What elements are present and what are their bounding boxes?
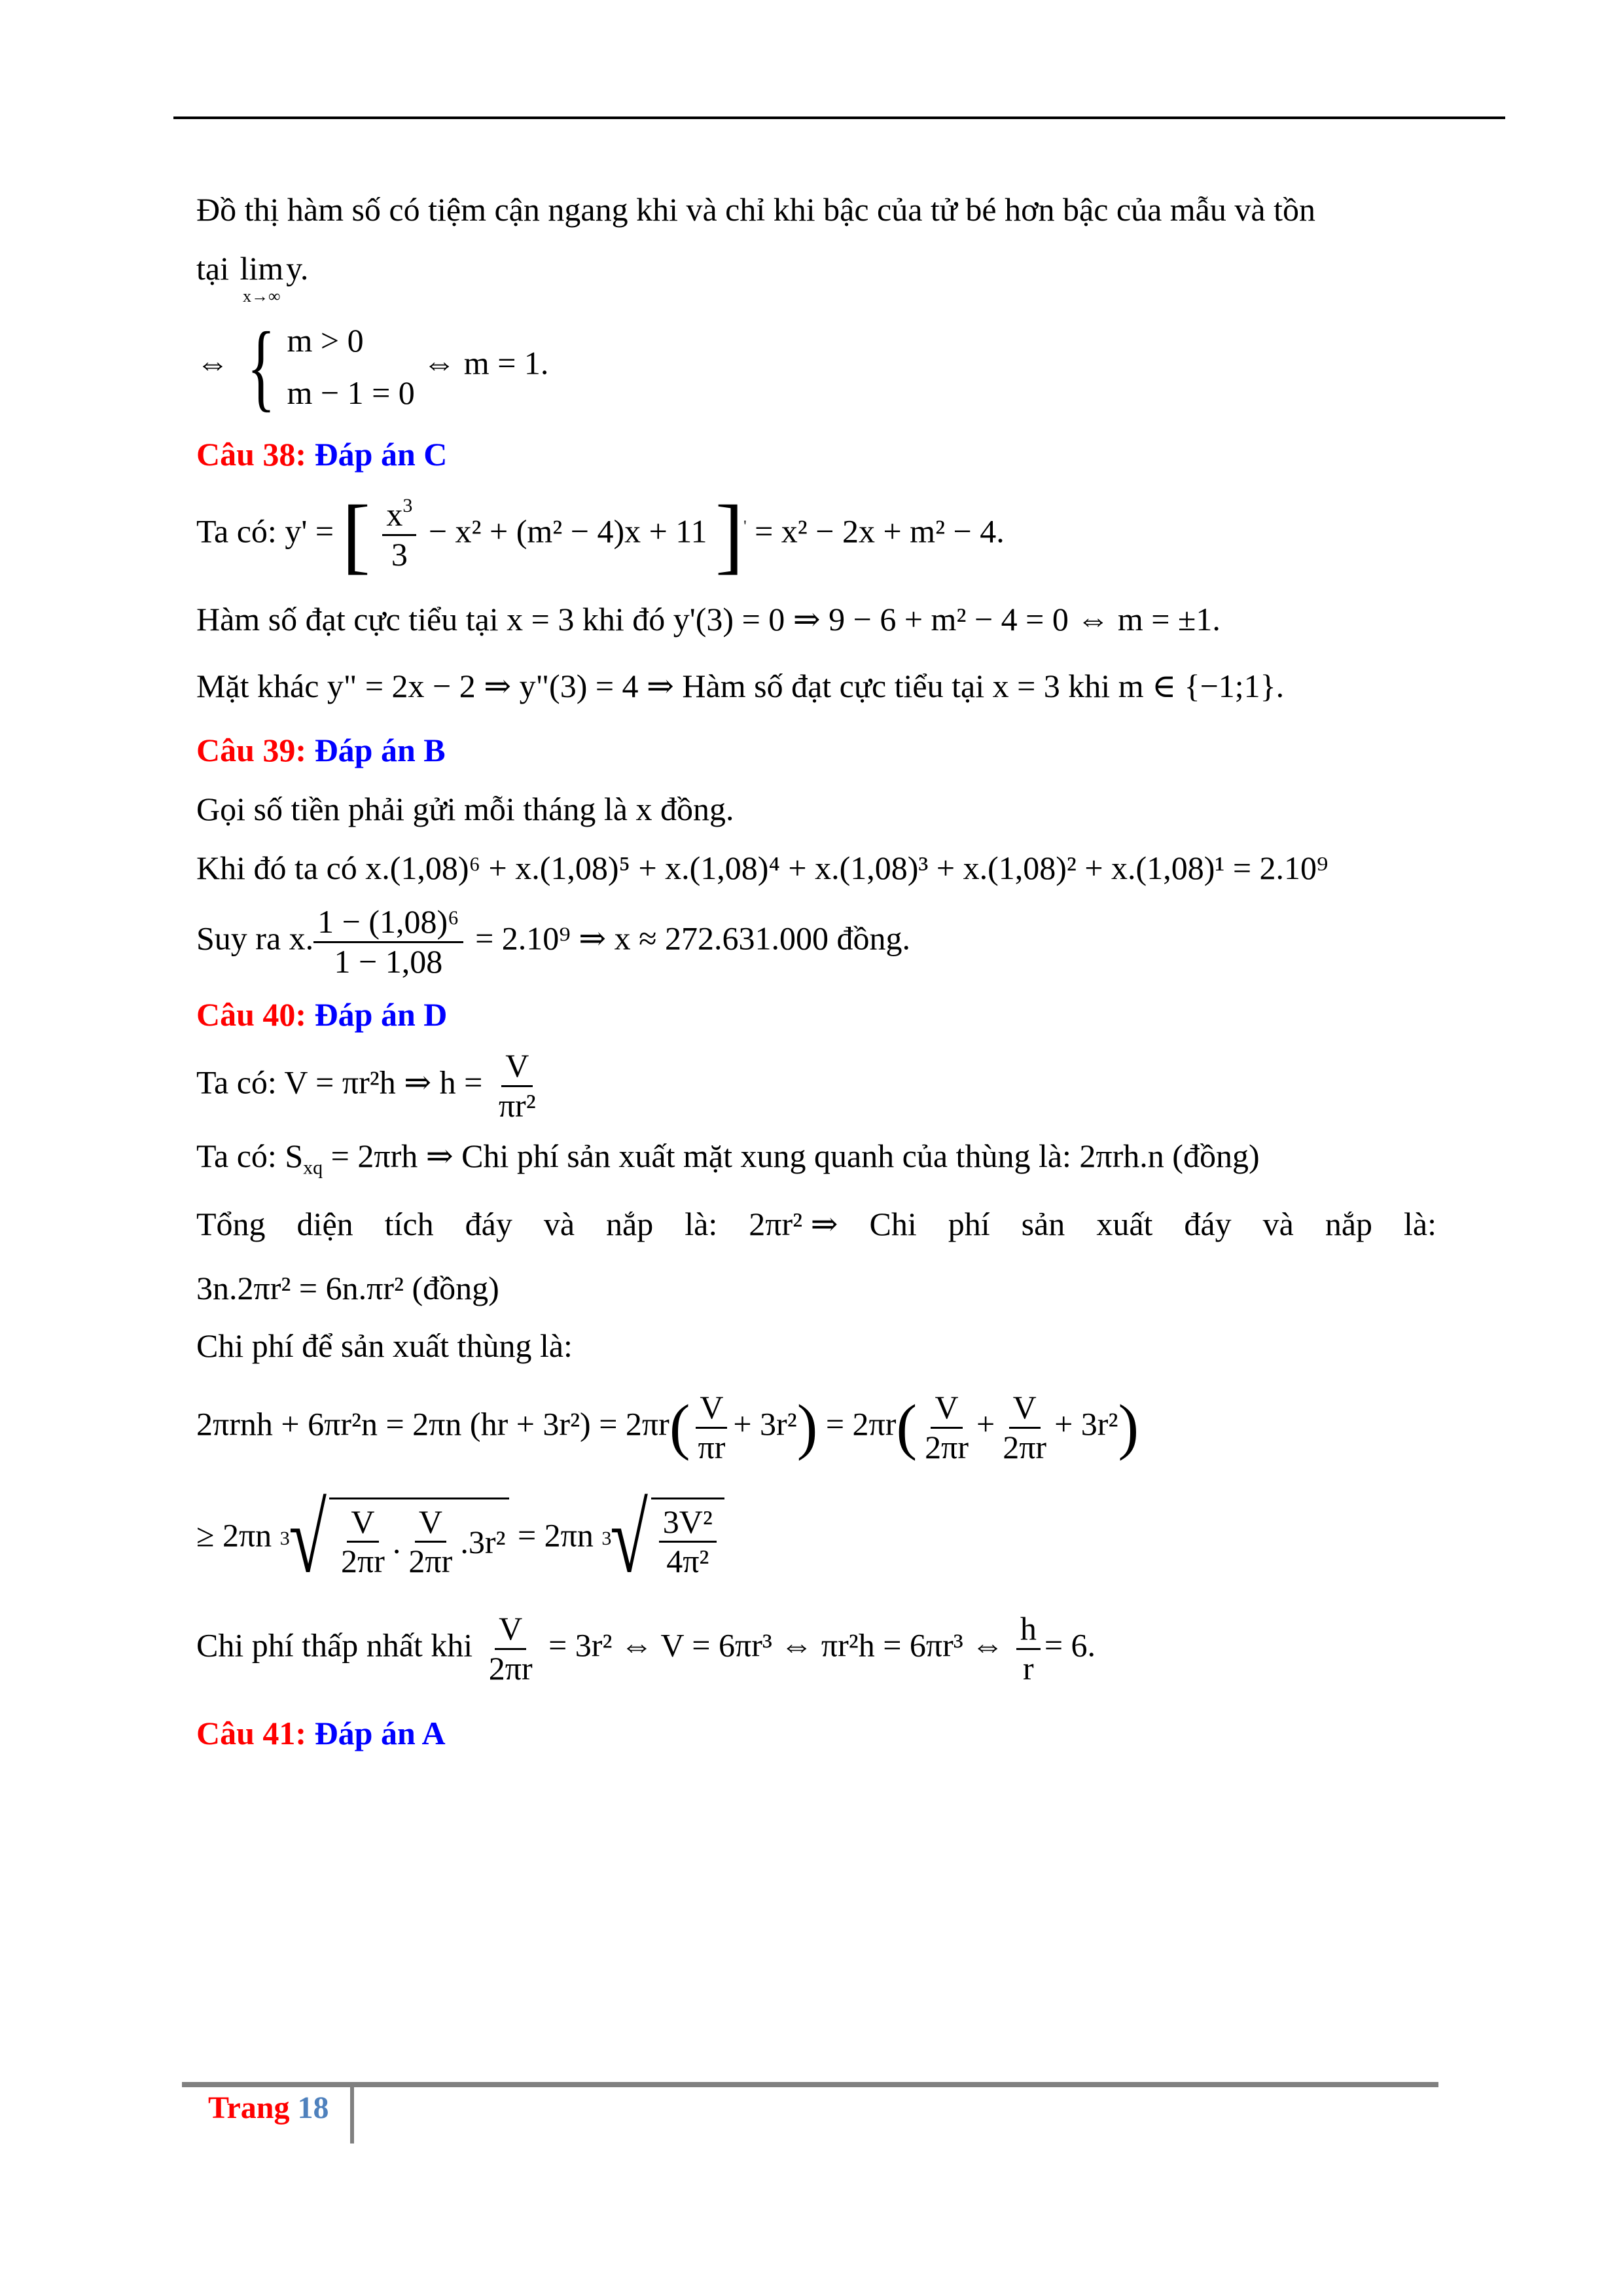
equation-system xyxy=(238,314,415,419)
q40-l3-word: nắp xyxy=(1325,1206,1373,1242)
q38-taco: Ta có: xyxy=(196,512,277,550)
question-41-answer: Đáp án A xyxy=(314,1715,446,1751)
q40-l7-frac-2 xyxy=(404,1503,456,1581)
right-paren-icon: ) xyxy=(796,1391,818,1462)
intro-prefix: tại xyxy=(196,250,229,287)
q40-l6-d: + 3r² xyxy=(1054,1405,1118,1443)
q38-rhs: = x² − 2x + m² − 4. xyxy=(755,512,1005,550)
q40-l3-word: nắp xyxy=(606,1206,654,1242)
q40-l7-f3-top: 3V² xyxy=(659,1503,717,1543)
question-41-heading xyxy=(196,1713,1436,1753)
page-label: Trang xyxy=(208,2090,290,2125)
question-38-answer: Đáp án C xyxy=(314,436,448,473)
q40-l1-frac-top: V xyxy=(501,1047,533,1087)
footer-divider xyxy=(350,2087,354,2144)
q40-l2-prefix: Ta có: S xyxy=(196,1138,304,1174)
q40-l3-word: Chi xyxy=(869,1206,917,1242)
page-content xyxy=(196,190,1436,1753)
q40-l8-f1-top: V xyxy=(495,1610,526,1650)
q40-l7-f1-bottom: 2πr xyxy=(341,1543,385,1579)
question-40-answer: Đáp án D xyxy=(314,996,448,1033)
q40-l3-word: sản xyxy=(1021,1206,1065,1242)
q40-l3-word: diện xyxy=(296,1206,353,1242)
q40-l1-frac-bottom: πr² xyxy=(498,1086,536,1124)
q40-l8-f1-bottom: 2πr xyxy=(488,1649,533,1687)
q40-line-1 xyxy=(196,1047,1436,1124)
q40-h-fraction xyxy=(495,1047,540,1124)
q40-l6-f1-bottom: πr xyxy=(698,1428,726,1465)
intro-line-2 xyxy=(196,249,1436,305)
q40-l8-prefix: Chi phí thấp nhất khi xyxy=(196,1626,473,1664)
q40-l3-word: là: xyxy=(685,1206,718,1242)
q40-line-5: Chi phí để sản xuất thùng là: xyxy=(196,1327,573,1364)
q39-line-3-prefix: Suy ra x. xyxy=(196,920,314,957)
q40-l8-end: = 6. xyxy=(1044,1626,1096,1664)
q40-l6-f2-bottom: 2πr xyxy=(925,1428,969,1465)
radical-icon: √ xyxy=(610,1484,649,1593)
footer-rule xyxy=(182,2082,1438,2087)
question-40-number: Câu 40: xyxy=(196,996,307,1033)
q40-l6-b: + 3r² xyxy=(733,1405,797,1443)
q39-frac-bottom: 1 − 1,08 xyxy=(334,942,443,980)
q38-bracket-middle: − x² + (m² − 4)x + 11 xyxy=(428,512,707,550)
q38-derivative-line: Ta có: y' = [ $\frac{x^3}{3}$ − x² + (m² − 4)x + 11 ]' = x² − 2x + m² − 4. xyxy=(196,488,1005,583)
q39-fraction xyxy=(313,903,463,980)
left-bracket-icon: [ xyxy=(342,488,370,583)
right-bracket-icon: ] xyxy=(715,488,744,583)
q40-l8-frac-2 xyxy=(1016,1610,1041,1687)
q40-l3-word: đáy xyxy=(465,1206,512,1242)
q39-line-3-rhs: = 2.10⁹ ⇒ x ≈ 272.631.000 đồng. xyxy=(475,920,911,957)
q40-l3-word: đáy xyxy=(1184,1206,1232,1242)
q40-l7-f1-top: V xyxy=(347,1503,378,1543)
q39-line-1: Gọi số tiền phải gửi mỗi tháng là x đồng. xyxy=(196,791,734,827)
q40-line-1-prefix: Ta có: V = πr²h ⇒ h = xyxy=(196,1064,483,1101)
question-38-number: Câu 38: xyxy=(196,436,307,473)
intro-line-1: Đồ thị hàm số có tiệm cận ngang khi và chỉ khi bậc của tử bé hơn bậc của mẫu và tồn xyxy=(196,191,1315,228)
q40-l3-word: và xyxy=(543,1206,575,1242)
q40-l6-f1-top: V xyxy=(696,1389,727,1429)
cube-root-1: 3 √ $\frac{V}{2\pi r}$ . $\frac{V}{2\pi r}$ .3r² xyxy=(280,1490,510,1588)
q38-yprime: y' = xyxy=(285,512,334,550)
q38-line-3: Mặt khác y" = 2x − 2 ⇒ y"(3) = 4 ⇒ Hàm số đạt cực tiểu tại x = 3 khi m ∈ {−1;1}. xyxy=(196,668,1285,704)
right-paren-icon: ) xyxy=(1118,1391,1139,1462)
limit-expression xyxy=(240,249,283,305)
q38-frac-top: x xyxy=(386,496,403,533)
q40-l6-frac-3 xyxy=(999,1389,1050,1466)
question-38-heading xyxy=(196,435,1436,474)
q40-line-3 xyxy=(196,1204,1436,1244)
q40-l6-frac-2 xyxy=(921,1389,972,1466)
lim-tail: y. xyxy=(286,250,309,287)
lim-under: x→∞ xyxy=(243,287,281,306)
q40-l7-frac-1 xyxy=(337,1503,389,1581)
system-row-1: m > 0 xyxy=(287,322,364,359)
q40-l6-frac-1 xyxy=(694,1389,729,1466)
q40-line-7 xyxy=(196,1484,1436,1593)
q40-l6-plus: + xyxy=(976,1405,995,1443)
left-paren-icon: ( xyxy=(669,1391,690,1462)
q40-l6-c: = 2πr xyxy=(825,1405,897,1443)
q40-l2-rest: = 2πrh ⇒ Chi phí sản xuất mặt xung quanh của thùng là: 2πrh.n (đồng) xyxy=(323,1138,1260,1174)
q40-l6-f3-top: V xyxy=(1009,1389,1041,1429)
q40-l6-f2-top: V xyxy=(931,1389,962,1429)
question-39-number: Câu 39: xyxy=(196,732,307,768)
q40-l3-word: tích xyxy=(384,1206,434,1242)
q40-l6-f3-bottom: 2πr xyxy=(1003,1428,1047,1465)
q38-line-2: Hàm số đạt cực tiểu tại x = 3 khi đó y'(3) = 0 ⇒ 9 − 6 + m² − 4 = 0 ⇔ m = ±1. xyxy=(196,601,1221,637)
page-number-value: 18 xyxy=(297,2090,329,2125)
q40-l8-mid: = 3r² ⇔ V = 6πr³ ⇔ πr²h = 6πr³ ⇔ xyxy=(548,1626,1005,1664)
q40-line-4: 3n.2πr² = 6n.πr² (đồng) xyxy=(196,1270,499,1306)
q40-l7-frac-3 xyxy=(659,1503,717,1581)
q40-l3-word: phí xyxy=(948,1206,990,1242)
page-number xyxy=(208,2090,329,2126)
q40-l3-word: Tổng xyxy=(196,1206,266,1242)
q40-line-2 xyxy=(196,1136,1436,1179)
left-paren-icon: ( xyxy=(896,1391,918,1462)
q40-l7-f2-bottom: 2πr xyxy=(408,1543,453,1579)
intro-system-line: ⇔ { m > 0 m − 1 = 0 ⇔ m = 1. xyxy=(196,312,549,421)
q39-line-2-math: x.(1,08)⁶ + x.(1,08)⁵ + x.(1,08)⁴ + x.(1,08)³ + x.(1,08)² + x.(1,08)¹ = 2.10⁹ xyxy=(365,850,1329,886)
q40-l6-a: 2πrnh + 6πr²n = 2πn (hr + 3r²) = 2πr xyxy=(196,1405,669,1443)
q38-frac-exp: 3 xyxy=(402,495,413,516)
q40-l7-a: ≥ 2πn xyxy=(196,1516,272,1554)
lim-word: lim xyxy=(240,250,284,287)
q39-line-3 xyxy=(196,903,1436,980)
q40-l3-word: xuất xyxy=(1096,1206,1153,1242)
q39-frac-top: 1 − (1,08)⁶ xyxy=(313,903,463,943)
q39-line-2 xyxy=(196,848,1436,888)
cube-root-2: 3 √ $\frac{\text{3V²}}{\text{4π²}}$ xyxy=(601,1490,724,1588)
q38-frac-bottom: 3 xyxy=(391,535,408,573)
brace-icon: { xyxy=(246,312,276,421)
q40-l3-word: là: xyxy=(1404,1206,1436,1242)
q38-fraction xyxy=(382,496,416,573)
q40-l3-word: và xyxy=(1262,1206,1294,1242)
q40-line-8 xyxy=(196,1610,1436,1687)
q40-l8-f2-bottom: r xyxy=(1022,1649,1034,1687)
q40-l8-frac-1 xyxy=(485,1610,537,1687)
header-rule xyxy=(173,117,1505,119)
q40-l7-tail: .3r² xyxy=(460,1523,506,1560)
question-41-number: Câu 41: xyxy=(196,1715,307,1751)
q40-l8-f2-top: h xyxy=(1016,1610,1041,1650)
q40-l7-f3-bottom: 4π² xyxy=(666,1543,709,1579)
system-result: ⇔ m = 1. xyxy=(423,344,549,382)
q40-l3-word: 2πr² ⇒ xyxy=(749,1206,838,1242)
q39-line-2-prefix: Khi đó ta có xyxy=(196,850,357,886)
question-39-answer: Đáp án B xyxy=(314,732,446,768)
q40-l7-dot: . xyxy=(392,1523,401,1560)
q40-line-6 xyxy=(196,1389,1436,1466)
q40-l2-subscript: xq xyxy=(303,1157,323,1179)
q40-l7-f2-top: V xyxy=(415,1503,446,1543)
q40-l7-eq: = 2πn xyxy=(517,1516,594,1554)
system-row-2: m − 1 = 0 xyxy=(287,374,415,411)
question-39-heading xyxy=(196,730,1436,770)
question-40-heading xyxy=(196,995,1436,1034)
radical-icon: √ xyxy=(289,1484,327,1593)
